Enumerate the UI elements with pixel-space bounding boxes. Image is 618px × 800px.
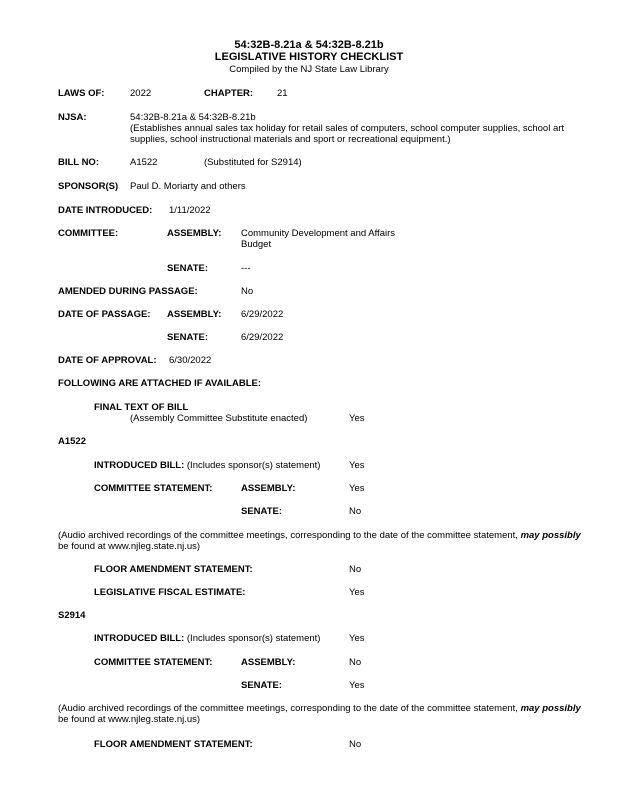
- njsa-value: 54:32B-8.21a & 54:32B-8.21b: [130, 112, 256, 123]
- a1522-floor-label: FLOOR AMENDMENT STATEMENT:: [94, 564, 253, 575]
- njsa-label: NJSA:: [58, 112, 87, 123]
- attached-heading: FOLLOWING ARE ATTACHED IF AVAILABLE:: [58, 378, 261, 389]
- document-subtitle: LEGISLATIVE HISTORY CHECKLIST: [214, 51, 404, 63]
- passage-assembly-label: ASSEMBLY:: [167, 309, 222, 320]
- a1522-introduced-label: INTRODUCED BILL:: [94, 460, 185, 471]
- amended-value: No: [241, 286, 254, 297]
- s2914-floor-label: FLOOR AMENDMENT STATEMENT:: [94, 739, 253, 750]
- sponsors-label: SPONSOR(S): [58, 181, 119, 192]
- a1522-senate-value: No: [349, 506, 362, 517]
- s2914-assembly-value: No: [349, 657, 362, 668]
- a1522-audio-text: (Audio archived recordings of the committee meetings, corresponding to the date of the committee statement,: [58, 530, 518, 541]
- bill-no-label: BILL NO:: [58, 157, 99, 168]
- date-introduced-label: DATE INTRODUCED:: [58, 205, 153, 216]
- amended-label: AMENDED DURING PASSAGE:: [58, 286, 198, 297]
- a1522-audio-note-line2: be found at www.njleg.state.nj.us): [58, 541, 201, 552]
- committee-label: COMMITTEE:: [58, 228, 119, 239]
- s2914-introduced-note: (Includes sponsor(s) statement): [184, 633, 321, 644]
- committee-assembly-value2: Budget: [241, 239, 272, 250]
- s2914-heading: S2914: [58, 610, 86, 621]
- s2914-audio-emphasis: may possibly: [520, 703, 581, 714]
- sponsors-value: Paul D. Moriarty and others: [130, 181, 246, 192]
- a1522-audio-note-line1: [58, 530, 581, 541]
- passage-assembly-value: 6/29/2022: [241, 309, 284, 320]
- s2914-committee-label: COMMITTEE STATEMENT:: [94, 657, 213, 668]
- s2914-floor-value: No: [349, 739, 362, 750]
- a1522-assembly-label: ASSEMBLY:: [241, 483, 296, 494]
- a1522-senate-label: SENATE:: [241, 506, 282, 517]
- final-text-label: FINAL TEXT OF BILL: [94, 402, 189, 413]
- s2914-audio-note-line2: be found at www.njleg.state.nj.us): [58, 714, 201, 725]
- date-introduced-value: 1/11/2022: [169, 205, 211, 216]
- a1522-introduced-note: (Includes sponsor(s) statement): [184, 460, 321, 471]
- bill-no-value: A1522: [130, 157, 158, 168]
- a1522-fiscal-label: LEGISLATIVE FISCAL ESTIMATE:: [94, 587, 246, 598]
- njsa-description-line1: (Establishes annual sales tax holiday for retail sales of computers, school computer supplies, school art: [130, 123, 565, 134]
- compiled-by: Compiled by the NJ State Law Library: [229, 64, 389, 75]
- a1522-assembly-value: Yes: [349, 483, 365, 494]
- chapter-label: CHAPTER:: [204, 88, 254, 99]
- committee-senate-value: ---: [241, 263, 251, 274]
- s2914-senate-label: SENATE:: [241, 680, 282, 691]
- passage-senate-label: SENATE:: [167, 332, 208, 343]
- approval-value: 6/30/2022: [169, 355, 212, 366]
- passage-label: DATE OF PASSAGE:: [58, 309, 151, 320]
- a1522-committee-label: COMMITTEE STATEMENT:: [94, 483, 213, 494]
- laws-of-label: LAWS OF:: [58, 88, 105, 99]
- approval-label: DATE OF APPROVAL:: [58, 355, 157, 366]
- a1522-introduced-value: Yes: [349, 460, 365, 471]
- a1522-heading: A1522: [58, 436, 86, 447]
- chapter-value: 21: [277, 88, 288, 99]
- final-text-note: (Assembly Committee Substitute enacted): [130, 413, 308, 424]
- committee-assembly-value1: Community Development and Affairs: [241, 228, 396, 239]
- committee-assembly-label: ASSEMBLY:: [167, 228, 222, 239]
- laws-of-value: 2022: [130, 88, 152, 99]
- a1522-floor-value: No: [349, 564, 362, 575]
- committee-senate-label: SENATE:: [167, 263, 208, 274]
- a1522-fiscal-value: Yes: [349, 587, 365, 598]
- final-text-value: Yes: [349, 413, 365, 424]
- passage-senate-value: 6/29/2022: [241, 332, 284, 343]
- bill-no-note: (Substituted for S2914): [204, 157, 302, 168]
- s2914-introduced-bill: [94, 633, 320, 644]
- a1522-audio-emphasis: may possibly: [520, 530, 581, 541]
- s2914-senate-value: Yes: [349, 680, 365, 691]
- s2914-introduced-value: Yes: [349, 633, 365, 644]
- document-title: 54:32B-8.21a & 54:32B-8.21b: [234, 39, 384, 51]
- njsa-description-line2: supplies, school instructional materials and sport or recreational equipment.): [130, 134, 451, 145]
- s2914-audio-note-line1: [58, 703, 581, 714]
- a1522-introduced-bill: [94, 460, 320, 471]
- s2914-audio-text: (Audio archived recordings of the committee meetings, corresponding to the date of the committee statement,: [58, 703, 518, 714]
- s2914-assembly-label: ASSEMBLY:: [241, 657, 296, 668]
- s2914-introduced-label: INTRODUCED BILL:: [94, 633, 185, 644]
